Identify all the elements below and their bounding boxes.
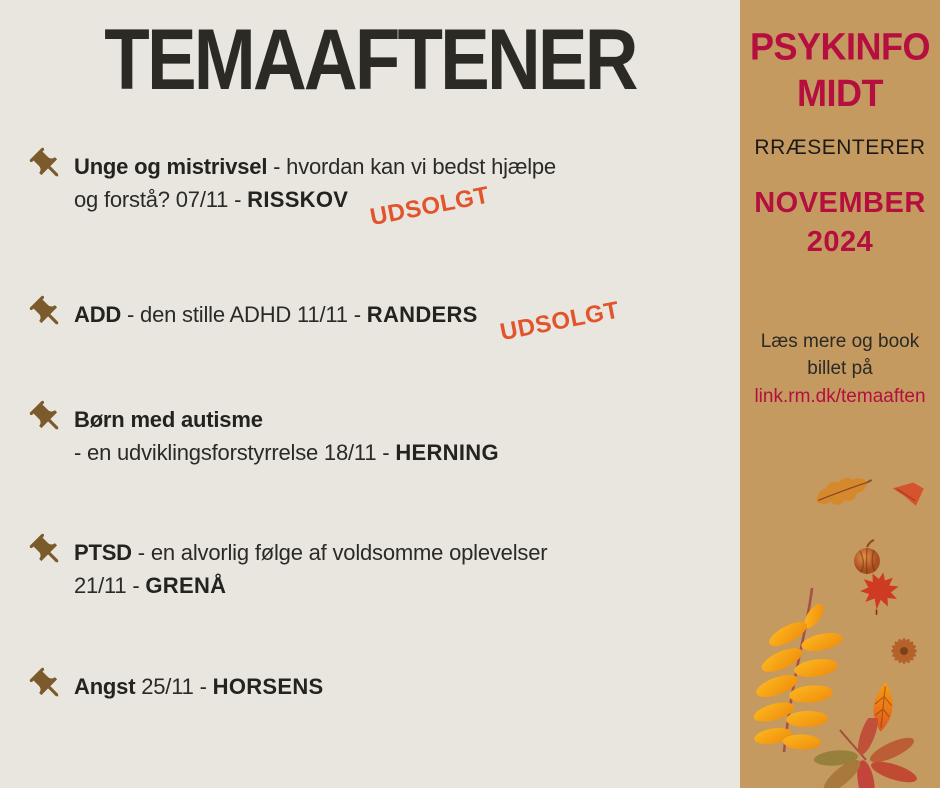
soldout-badge: UDSOLGT	[368, 181, 492, 232]
month-line2: 2024	[806, 226, 874, 258]
oak-leaf	[807, 460, 881, 525]
event-name: ADD	[74, 302, 122, 327]
soldout-badge: UDSOLGT	[497, 296, 622, 347]
month-line1: NOVEMBER	[754, 187, 926, 219]
brand-line2: MIDT	[797, 71, 883, 115]
pushpin-icon	[28, 146, 66, 184]
event-location: HORSENS	[212, 674, 324, 699]
poster-title: TEMAAFTENER	[104, 11, 636, 108]
event-text	[74, 296, 622, 347]
event-text	[74, 536, 547, 602]
event-item-ptsd	[28, 536, 718, 602]
event-item-add	[28, 296, 718, 347]
event-description: 21/11 -	[74, 573, 146, 598]
event-item-unge-og-mistrivsel	[28, 150, 718, 232]
event-text	[74, 403, 499, 469]
event-name: Angst	[74, 674, 136, 699]
event-text	[74, 670, 324, 703]
brand-name	[740, 24, 940, 116]
pushpin-icon	[28, 399, 66, 437]
event-name: PTSD	[74, 540, 132, 565]
event-item-angst	[28, 670, 718, 704]
booking-link[interactable]: link.rm.dk/temaaften	[754, 386, 926, 407]
event-location: HERNING	[395, 440, 499, 465]
event-location: RISSKOV	[247, 187, 349, 212]
maple-leaf	[850, 565, 908, 620]
event-location: RANDERS	[366, 302, 478, 327]
event-description: - en alvorlig følge af voldsomme oplevelser	[131, 540, 548, 565]
booking-info-line2: billet på	[807, 358, 873, 379]
event-name: Unge og mistrivsel	[74, 154, 268, 179]
pushpin-icon	[28, 666, 66, 704]
event-item-boern-med-autisme	[28, 403, 718, 469]
booking-info-line1: Læs mere og book	[760, 331, 920, 352]
month-label	[740, 184, 940, 262]
red-leaf-fragment	[891, 480, 926, 509]
event-description: og forstå? 07/11 -	[74, 187, 248, 212]
presents-label: RRÆSENTERER	[754, 136, 926, 159]
event-location: GRENÅ	[145, 573, 227, 598]
brand-line1: PSYKINFO	[749, 25, 931, 69]
event-name: Børn med autisme	[74, 407, 263, 432]
booking-info	[740, 328, 940, 410]
pushpin-icon	[28, 532, 66, 570]
sidebar	[740, 0, 940, 788]
pushpin-icon	[28, 294, 66, 332]
event-text	[74, 150, 556, 232]
event-description: - den stille ADHD 11/11 -	[121, 302, 367, 327]
event-description: 25/11 -	[135, 674, 213, 699]
event-description: - hvordan kan vi bedst hjælpe	[267, 154, 556, 179]
creeper-leaf	[808, 718, 920, 788]
star-anise	[884, 634, 924, 670]
event-description: - en udviklingsforstyrrelse 18/11 -	[74, 440, 396, 465]
